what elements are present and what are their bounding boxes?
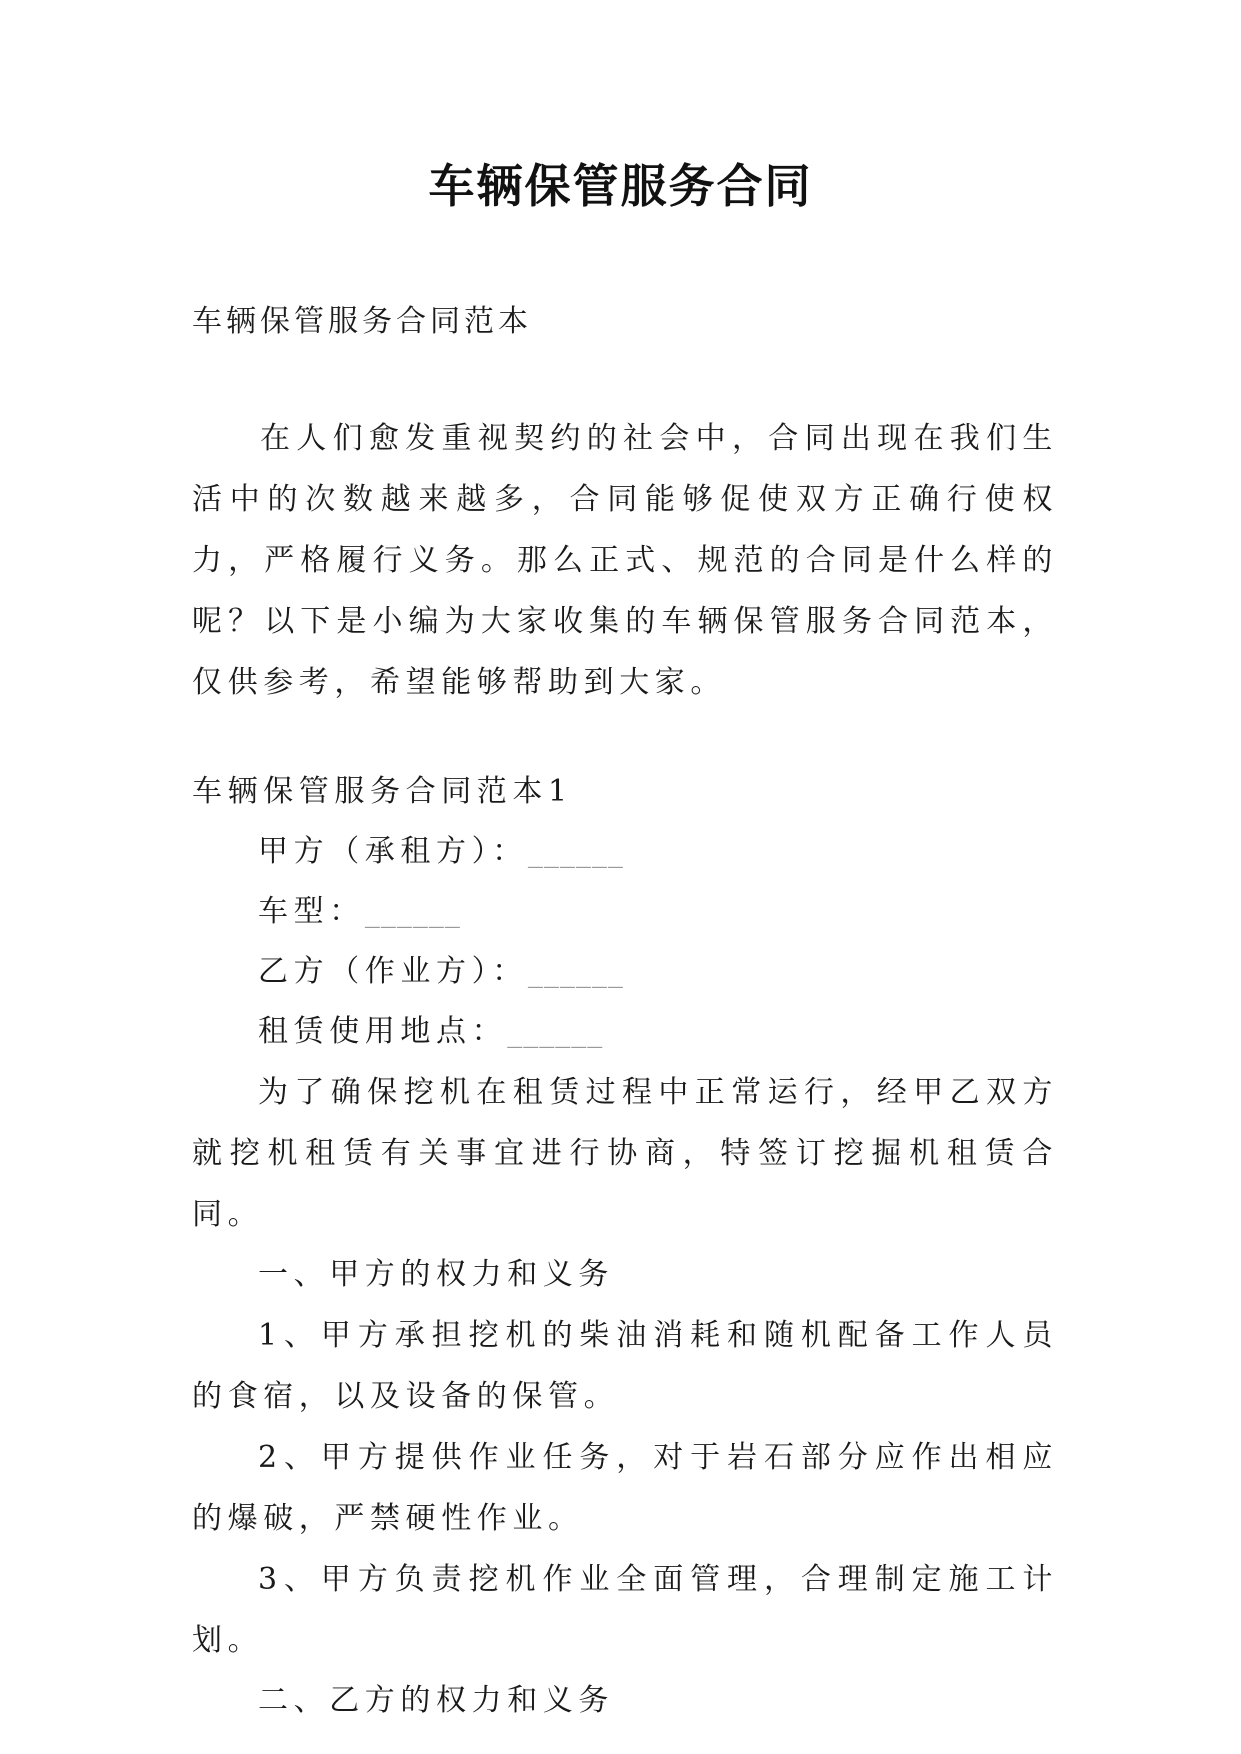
clause-item: 3、甲方负责挖机作业全面管理，合理制定施工计划。 [192, 1562, 1058, 1658]
document-subtitle: 车辆保管服务合同范本 [192, 304, 532, 339]
section-heading-party-a: 一、甲方的权力和义务 [258, 1257, 614, 1292]
field-label: 甲方（承租方）： [258, 834, 528, 869]
field-blank: ______ [527, 954, 624, 989]
field-party-a [192, 822, 1058, 882]
field-label: 车型： [258, 894, 365, 929]
field-blank: ______ [507, 1014, 604, 1049]
field-vehicle-model [192, 882, 1058, 942]
intro-paragraph: 在人们愈发重视契约的社会中，合同出现在我们生活中的次数越来越多，合同能够促使双方正确行使权力，严格履行义务。那么正式、规范的合同是什么样的呢？以下是小编为大家收集的车辆保管服务合同范本，仅供参考，希望能够帮助到大家。 [192, 421, 1058, 700]
clause-item: 2、甲方提供作业任务，对于岩石部分应作出相应的爆破，严禁硬性作业。 [192, 1440, 1058, 1536]
field-location [192, 1002, 1058, 1062]
field-blank: ______ [527, 834, 624, 869]
field-label: 乙方（作业方）： [258, 954, 528, 989]
document-title: 车辆保管服务合同 [428, 159, 813, 213]
contract-body [192, 762, 1058, 1731]
field-party-b [192, 942, 1058, 1002]
section-heading-party-b: 二、乙方的权力和义务 [258, 1683, 614, 1718]
sample-heading: 车辆保管服务合同范本1 [192, 774, 573, 809]
field-blank: ______ [364, 894, 461, 929]
purpose-paragraph: 为了确保挖机在租赁过程中正常运行，经甲乙双方就挖机租赁有关事宜进行协商，特签订挖掘机租赁合同。 [192, 1075, 1058, 1232]
clause-item: 1、甲方承担挖机的柴油消耗和随机配备工作人员的食宿，以及设备的保管。 [192, 1318, 1058, 1414]
field-label: 租赁使用地点： [258, 1014, 508, 1049]
